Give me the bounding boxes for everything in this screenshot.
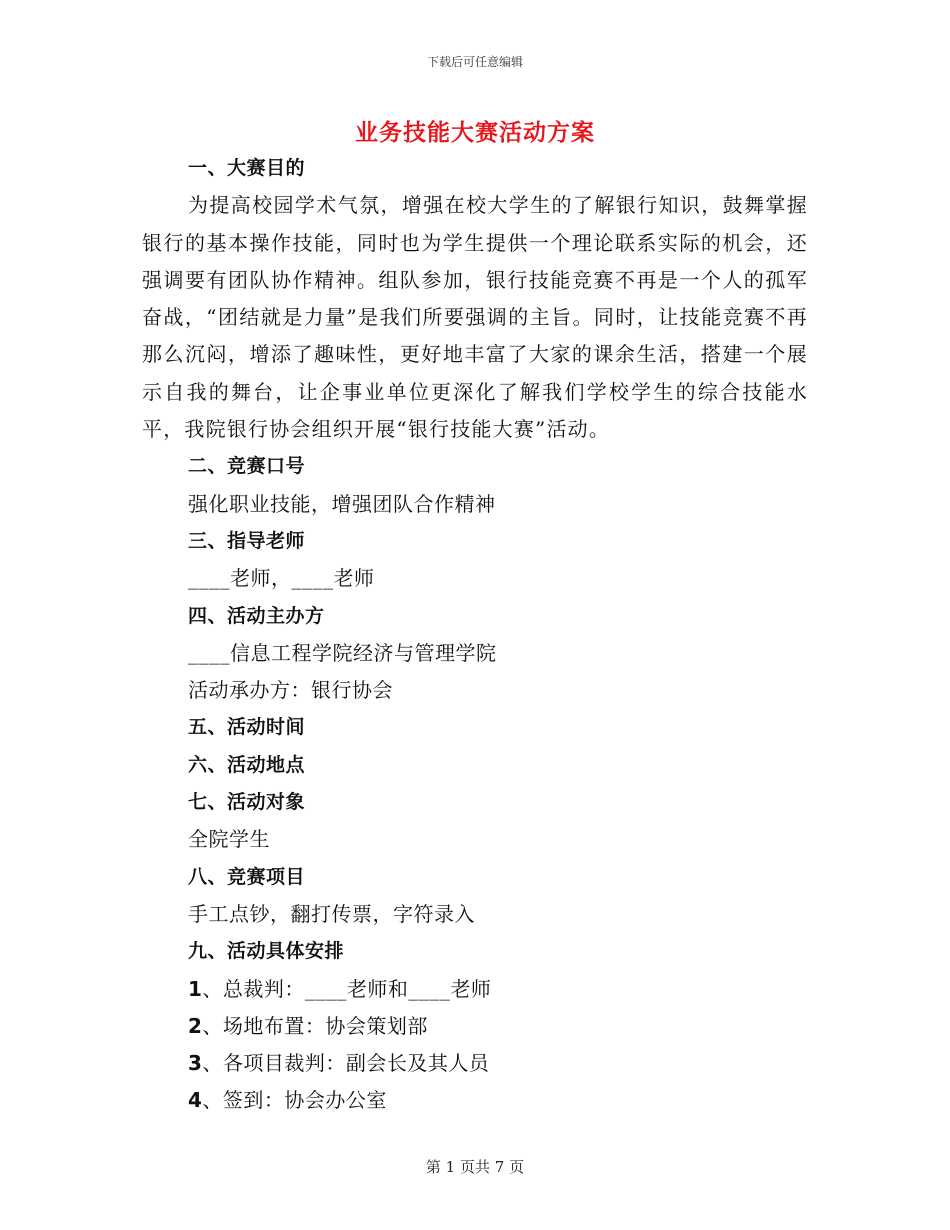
section-heading-audience: 七、活动对象 [188,791,306,814]
schedule-item-text: 、各项目裁判：副会长及其人员 [202,1051,490,1076]
section-heading-instructors: 三、指导老师 [188,529,306,552]
schedule-item-number: 2 [188,1013,203,1038]
slogan-text: 强化职业技能，增强团队合作精神 [188,491,496,516]
schedule-item [142,1082,808,1119]
purpose-paragraph: 为提高校园学术气氛，增强在校大学生的了解银行知识，鼓舞掌握银行的基本操作技能，同时也为学生提供一个理论联系实际的机会，还强调要有团队协作精神。组队参加，银行技能竞赛不再是一个人的孤军奋战，“团结就是力量”是我们所要强调的主旨。同时，让技能竞赛不再那么沉闷，增添了趣味性，更好地丰富了大家的课余生活，搭建一个展示自我的舞台，让企事业单位更深化了解我们学校学生的综合技能水平，我院银行协会组织开展“银行技能大赛”活动。 [142,193,808,442]
schedule-item [142,1008,808,1045]
audience-text: 全院学生 [188,827,270,852]
document-title: 业务技能大赛活动方案 [355,119,595,146]
schedule-item-number: 4 [188,1088,203,1113]
schedule-item-text: 、总裁判：____老师和____老师 [202,976,492,1001]
page-number-footer: 第 1 页共 7 页 [425,1158,525,1176]
co-organizer-text: 活动承办方：银行协会 [188,678,393,703]
section-heading-slogan: 二、竞赛口号 [188,455,306,478]
page-header-note: 下载后可任意编辑 [426,55,523,69]
section-heading-organizer: 四、活动主办方 [188,604,325,627]
schedule-item-text: 、签到：协会办公室 [202,1088,387,1113]
section-heading-location: 六、活动地点 [188,753,306,776]
section-heading-time: 五、活动时间 [188,716,306,739]
schedule-item-text: 、场地布置：协会策划部 [202,1013,428,1038]
schedule-item [142,971,808,1008]
schedule-item-number: 3 [188,1051,203,1076]
organizer-text: ____信息工程学院经济与管理学院 [188,640,497,665]
events-text: 手工点钞，翻打传票，字符录入 [188,901,475,926]
section-heading-events: 八、竞赛项目 [188,865,306,888]
section-heading-purpose: 一、大赛目的 [188,157,306,179]
document-body [142,150,808,1120]
schedule-item-number: 1 [188,976,203,1001]
schedule-item [142,1045,808,1082]
instructors-text: ____老师，____老师 [188,566,375,591]
section-heading-schedule: 九、活动具体安排 [188,940,345,963]
